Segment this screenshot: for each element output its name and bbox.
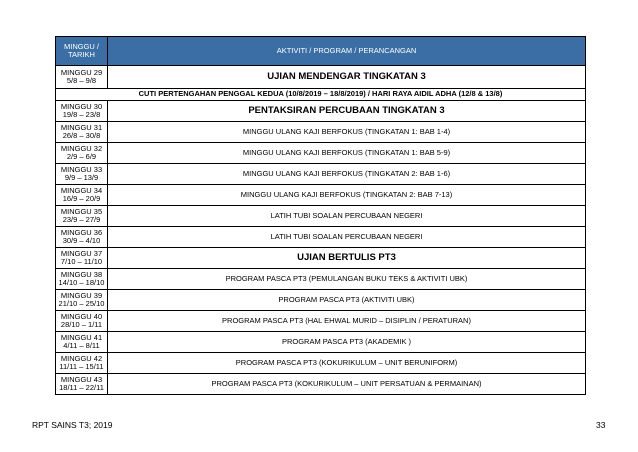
activity-cell: UJIAN BERTULIS PT3 (108, 248, 586, 269)
week-cell (56, 290, 108, 311)
activity-cell: PROGRAM PASCA PT3 (AKTIVITI UBK) (108, 290, 586, 311)
date-range: 4/11 – 8/11 (63, 341, 100, 350)
date-range: 26/8 – 30/8 (62, 131, 101, 140)
week-label: MINGGU 35 (60, 206, 103, 216)
activity-cell: PROGRAM PASCA PT3 (PEMULANGAN BUKU TEKS & AKTIVITI UBK) (108, 269, 586, 290)
table-row (56, 206, 586, 227)
week-cell (56, 311, 108, 332)
date-range: 2/9 – 6/9 (66, 152, 97, 161)
date-range: 21/10 – 25/10 (58, 299, 105, 308)
week-cell (56, 227, 108, 248)
table-row (56, 66, 586, 89)
date-range: 16/9 – 20/9 (62, 194, 101, 203)
week-label: MINGGU 36 (60, 227, 103, 237)
week-label: MINGGU 34 (60, 185, 103, 195)
date-range: 9/9 – 13/9 (64, 173, 99, 182)
table-row (56, 269, 586, 290)
week-cell (56, 185, 108, 206)
date-range: 18/11 – 22/11 (59, 383, 104, 392)
week-cell (56, 164, 108, 185)
date-range: 14/10 – 18/10 (58, 278, 105, 287)
activity-cell: MINGGU ULANG KAJI BERFOKUS (TINGKATAN 2: BAB 7-13) (108, 185, 586, 206)
date-range: 11/11 – 15/11 (59, 362, 104, 371)
date-range: 30/9 – 4/10 (62, 236, 101, 245)
date-range: 28/10 – 1/11 (60, 320, 103, 329)
week-label: MINGGU 40 (60, 311, 103, 321)
holiday-note-row (56, 89, 586, 101)
table-row (56, 227, 586, 248)
table-row (56, 143, 586, 164)
date-range: 5/8 – 9/8 (66, 76, 97, 85)
date-range: 7/10 – 11/10 (60, 257, 103, 266)
table-row (56, 332, 586, 353)
activity-cell: PROGRAM PASCA PT3 (KOKURIKULUM – UNIT PERSATUAN & PERMAINAN) (108, 374, 586, 395)
table-row (56, 185, 586, 206)
activity-cell: PROGRAM PASCA PT3 (HAL EHWAL MURID – DISIPLIN / PERATURAN) (108, 311, 586, 332)
week-cell (56, 248, 108, 269)
activity-cell: LATIH TUBI SOALAN PERCUBAAN NEGERI (108, 227, 586, 248)
table-row (56, 164, 586, 185)
activity-column-header: AKTIVITI / PROGRAM / PERANCANGAN (108, 37, 586, 66)
week-cell (56, 269, 108, 290)
footer-document-label: RPT SAINS T3; 2019 (32, 420, 113, 430)
week-label: MINGGU 39 (60, 290, 103, 300)
week-label: MINGGU 30 (60, 101, 103, 111)
activity-cell: UJIAN MENDENGAR TINGKATAN 3 (108, 66, 586, 89)
table-row (56, 374, 586, 395)
activity-cell: LATIH TUBI SOALAN PERCUBAAN NEGERI (108, 206, 586, 227)
week-label: MINGGU 38 (60, 269, 103, 279)
week-label: MINGGU 29 (60, 67, 103, 77)
week-label: MINGGU 31 (60, 122, 103, 132)
table-row (56, 311, 586, 332)
holiday-note: CUTI PERTENGAHAN PENGGAL KEDUA (10/8/2019 – 18/8/2019) / HARI RAYA AIDIL ADHA (12/8 & 13/8) (56, 89, 586, 101)
week-label: MINGGU 42 (60, 353, 103, 363)
date-range: 19/8 – 23/8 (62, 110, 101, 119)
activity-cell: PROGRAM PASCA PT3 (AKADEMIK ) (108, 332, 586, 353)
week-cell (56, 206, 108, 227)
activity-cell: MINGGU ULANG KAJI BERFOKUS (TINGKATAN 1: BAB 5-9) (108, 143, 586, 164)
table-row (56, 290, 586, 311)
date-range: 23/9 – 27/9 (62, 215, 101, 224)
week-label: MINGGU 37 (60, 248, 103, 258)
week-label: MINGGU 43 (60, 374, 103, 384)
week-cell (56, 101, 108, 122)
week-label: MINGGU 41 (60, 332, 103, 342)
week-cell (56, 353, 108, 374)
week-column-header: MINGGU / TARIKH (56, 37, 108, 66)
table-row (56, 353, 586, 374)
footer-page-number: 33 (596, 420, 606, 430)
activity-cell: PENTAKSIRAN PERCUBAAN TINGKATAN 3 (108, 101, 586, 122)
week-label: MINGGU 33 (60, 164, 103, 174)
activity-cell: PROGRAM PASCA PT3 (KOKURIKULUM – UNIT BERUNIFORM) (108, 353, 586, 374)
week-cell (56, 374, 108, 395)
table-row (56, 101, 586, 122)
week-cell (56, 66, 108, 89)
week-cell (56, 332, 108, 353)
table-row (56, 248, 586, 269)
week-cell (56, 143, 108, 164)
week-cell (56, 122, 108, 143)
table-row (56, 122, 586, 143)
schedule-table (55, 36, 586, 395)
activity-cell: MINGGU ULANG KAJI BERFOKUS (TINGKATAN 2: BAB 1-6) (108, 164, 586, 185)
activity-cell: MINGGU ULANG KAJI BERFOKUS (TINGKATAN 1: BAB 1-4) (108, 122, 586, 143)
week-label: MINGGU 32 (60, 143, 103, 153)
